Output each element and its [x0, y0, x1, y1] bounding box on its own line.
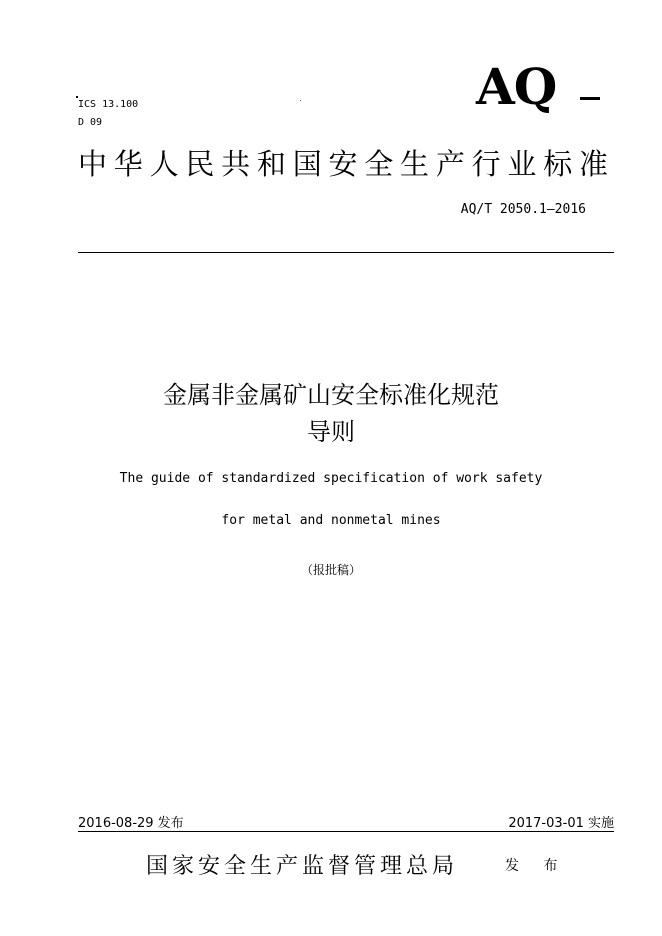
standard-number: AQ/T 2050.1—2016 — [460, 202, 586, 217]
document-title-en-line1: The guide of standardized specification of work safety — [119, 471, 543, 486]
national-standard-title: 中华人民共和国安全生产行业标准 — [78, 147, 614, 181]
document-title-zh-line2: 导则 — [307, 418, 355, 446]
issue-date: 2016-08-29 发布 — [78, 816, 184, 831]
document-title-zh-line1: 金属非金属矿山安全标准化规范 — [163, 381, 499, 409]
dot-mark — [300, 100, 301, 101]
draft-status: （报批稿） — [300, 563, 361, 577]
document-title-en-line2: for metal and nonmetal mines — [221, 513, 441, 528]
ccs-code: D 09 — [78, 117, 103, 128]
brand-dash — [580, 97, 600, 100]
issuing-authority: 国家安全生产监督管理总局 — [146, 854, 459, 879]
issuing-authority-suffix: 发 布 — [505, 858, 568, 874]
corner-mark — [76, 96, 78, 98]
footer-divider — [78, 831, 614, 832]
implementation-date: 2017-03-01 实施 — [508, 816, 614, 831]
ics-code: ICS 13.100 — [78, 99, 139, 110]
header-divider — [78, 252, 614, 253]
standard-brand-logo: AQ — [476, 57, 557, 116]
